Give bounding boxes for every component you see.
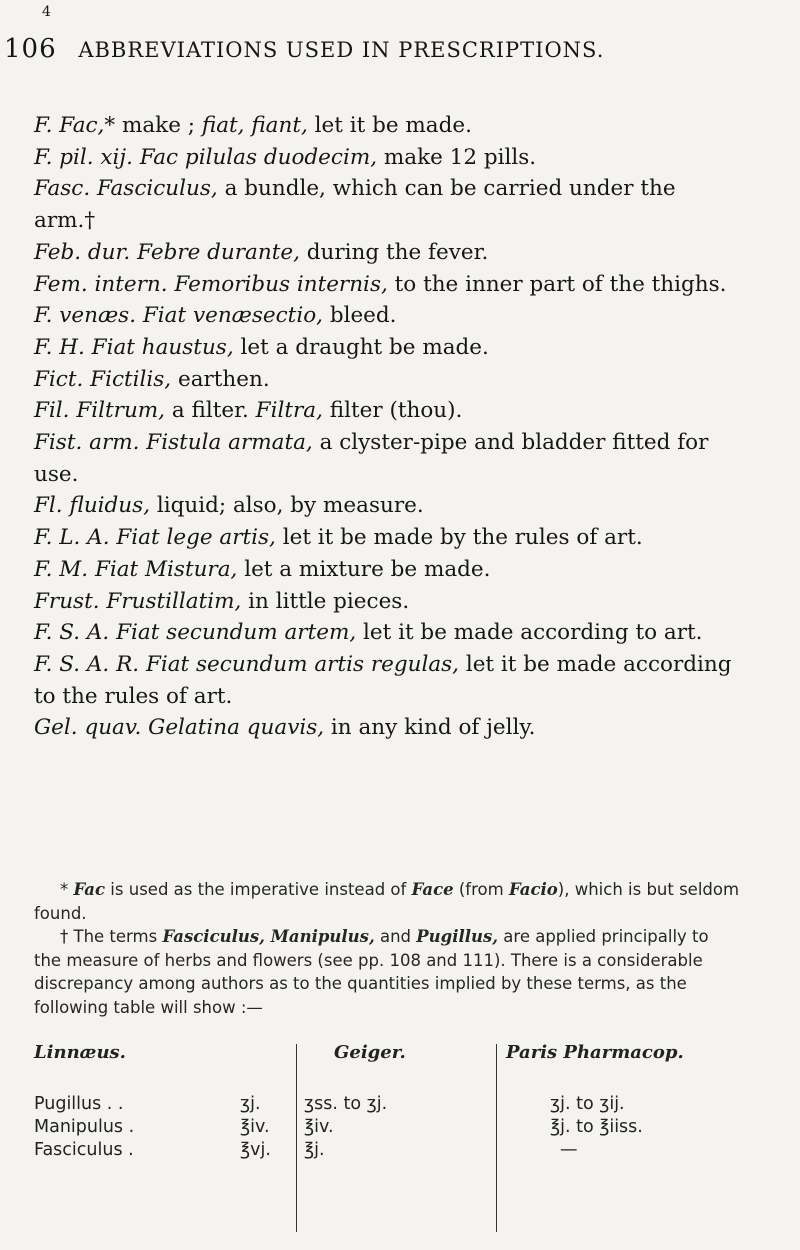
measures-table (34, 1042, 740, 1232)
running-head (4, 4, 784, 64)
abbreviation-list (34, 110, 740, 744)
cell-linnaeus: ℥vj. (240, 1140, 271, 1160)
page-number: 106 (4, 34, 57, 64)
column-rule (296, 1044, 297, 1232)
entry: Fem. intern. Femoribus internis, to the inner part of the thighs. (34, 271, 727, 297)
footnotes (34, 878, 740, 1020)
entry: F. S. A. Fiat secundum artem, let it be made according to art. (34, 620, 703, 646)
cell-paris: — (560, 1140, 578, 1160)
entry: F. M. Fiat Mistura, let a mixture be made. (34, 556, 491, 582)
cell-linnaeus: ʒj. (240, 1094, 261, 1114)
row-term: Pugillus . . (34, 1094, 124, 1114)
entry: F. S. A. R. Fiat secundum artis regulas, let it be made according to the rules of art. (34, 651, 732, 709)
row-term: Fasciculus . (34, 1140, 134, 1160)
entry: Fl. fluidus, liquid; also, by measure. (34, 493, 424, 519)
entry: Fict. Fictilis, earthen. (34, 366, 270, 392)
entry: Gel. quav. Gelatina quavis, in any kind of jelly. (34, 715, 536, 741)
entry: F. pil. xij. Fac pilulas duodecim, make 12 pills. (34, 144, 537, 170)
entry: Fasc. Fasciculus, a bundle, which can be carried under the arm.† (34, 176, 676, 234)
column-rule (496, 1044, 497, 1232)
footnote-1: * Fac is used as the imperative instead of Face (from Facio), which is but seldom found. (34, 880, 740, 923)
cell-paris: ℥j. to ℥iiss. (550, 1117, 643, 1137)
margin-mark: 4 (42, 4, 52, 20)
col-header-geiger: Geiger. (334, 1042, 406, 1063)
entry: F. Fac,* make ; fiat, fiant, let it be made. (34, 113, 472, 138)
cell-geiger: ℥j. (304, 1140, 325, 1160)
entry: F. venæs. Fiat venæsectio, bleed. (34, 303, 397, 329)
cell-geiger: ℥iv. (304, 1117, 334, 1137)
entry: F. L. A. Fiat lege artis, let it be made by the rules of art. (34, 525, 643, 551)
entry: Fist. arm. Fistula armata, a clyster-pipe and bladder fitted for use. (34, 430, 709, 487)
entry: Frust. Frustillatim, in little pieces. (34, 588, 410, 614)
entry: Feb. dur. Febre durante, during the fever. (34, 239, 489, 265)
cell-linnaeus: ℥iv. (240, 1117, 270, 1137)
cell-geiger: ʒss. to ʒj. (304, 1094, 388, 1114)
col-header-paris: Paris Pharmacop. (506, 1042, 684, 1063)
col-header-linnaeus: Linnæus. (34, 1042, 126, 1063)
entry: Fil. Filtrum, a filter. Filtra, filter (thou). (34, 398, 463, 424)
cell-paris: ʒj. to ʒij. (550, 1094, 625, 1114)
entry: F. H. Fiat haustus, let a draught be made. (34, 334, 489, 360)
footnote-2: † The terms Fasciculus, Manipulus, and Pugillus, are applied principally to the measure of herbs and flowers (see pp. 108 and 111). There is a considerable discrepancy among authors as to the quantities implied by these terms, as the following table will show :— (34, 927, 709, 1017)
row-term: Manipulus . (34, 1117, 135, 1137)
running-title: ABBREVIATIONS USED IN PRESCRIPTIONS. (78, 38, 605, 62)
